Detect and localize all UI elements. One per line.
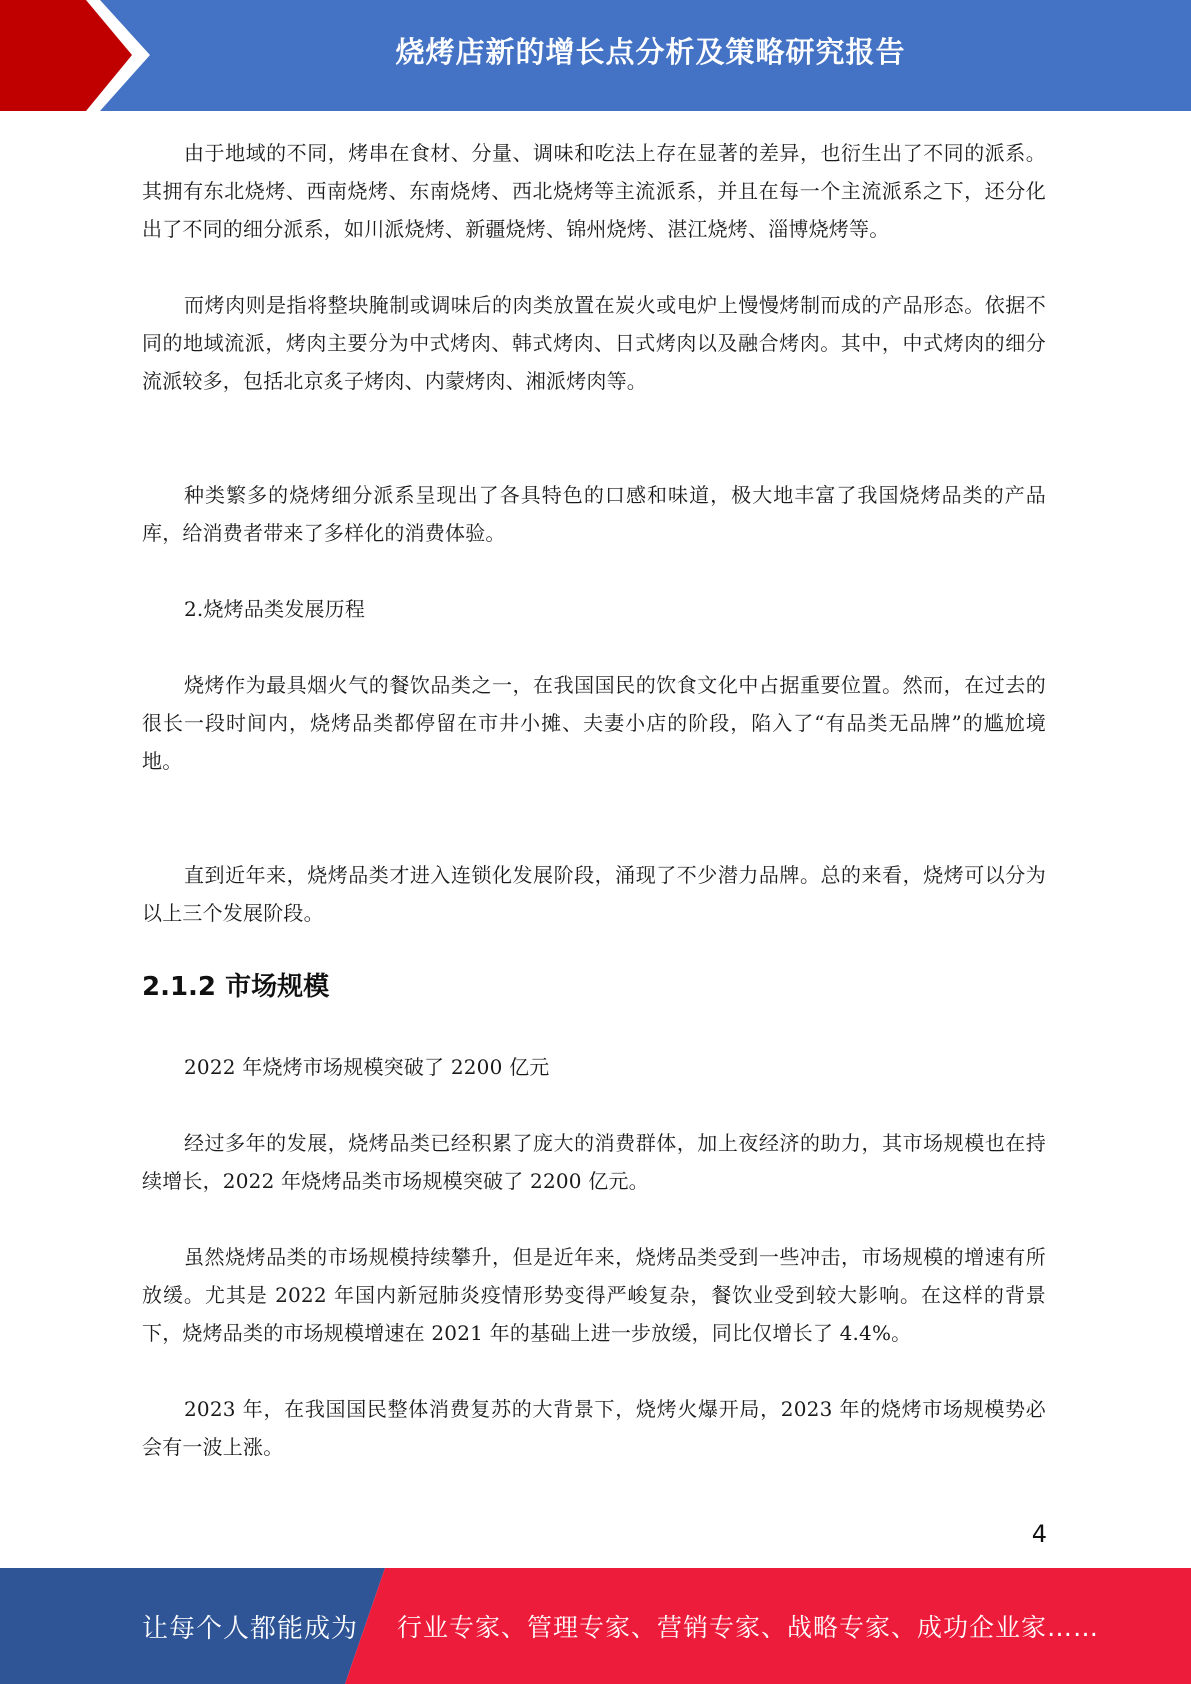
paragraph-grilled-meat: 而烤肉则是指将整块腌制或调味后的肉类放置在炭火或电炉上慢慢烤制而成的产品形态。依据不同的地域流派，烤肉主要分为中式烤肉、韩式烤肉、日式烤肉以及融合烤肉。其中，中式烤肉的细分流派较多，包括北京炙子烤肉、内蒙烤肉、湘派烤肉等。 <box>142 293 1046 393</box>
paragraph-chain-development: 直到近年来，烧烤品类才进入连锁化发展阶段，涌现了不少潜力品牌。总的来看，烧烤可以分为以上三个发展阶段。 <box>142 863 1046 925</box>
footer-slogan-left: 让每个人都能成为 <box>142 1613 359 1644</box>
footer-slogan-right: 行业专家、管理专家、营销专家、战略专家、成功企业家…… <box>397 1613 1100 1642</box>
footer-banner <box>0 1568 1191 1684</box>
paragraph-growth-slowdown: 虽然烧烤品类的市场规模持续攀升，但是近年来，烧烤品类受到一些冲击，市场规模的增速有所放缓。尤其是 2022 年国内新冠肺炎疫情形势变得严峻复杂，餐饮业受到较大影响。在这样的背景下，烧烤品类的市场规模增速在 2021 年的基础上进一步放缓，同比仅增长了 4.4%。 <box>142 1245 1046 1345</box>
paragraph-market-growth: 经过多年的发展，烧烤品类已经积累了庞大的消费群体，加上夜经济的助力，其市场规模也在持续增长，2022 年烧烤品类市场规模突破了 2200 亿元。 <box>142 1131 1046 1193</box>
header-banner <box>0 0 1191 111</box>
report-title: 烧烤店新的增长点分析及策略研究报告 <box>395 34 906 69</box>
paragraph-market-size-summary: 2022 年烧烤市场规模突破了 2200 亿元 <box>184 1055 550 1079</box>
paragraph-variety: 种类繁多的烧烤细分派系呈现出了各具特色的口感和味道，极大地丰富了我国烧烤品类的产品库，给消费者带来了多样化的消费体验。 <box>142 483 1046 545</box>
subheading-development-history: 2.烧烤品类发展历程 <box>184 597 366 621</box>
paragraph-regional-skewers: 由于地域的不同，烤串在食材、分量、调味和吃法上存在显著的差异，也衍生出了不同的派系。其拥有东北烧烤、西南烧烤、东南烧烤、西北烧烤等主流派系，并且在每一个主流派系之下，还分化出了不同的细分派系，如川派烧烤、新疆烧烤、锦州烧烤、湛江烧烤、淄博烧烤等。 <box>142 141 1046 241</box>
page-number: 4 <box>1031 1520 1047 1548</box>
section-heading-market-size: 2.1.2 市场规模 <box>142 972 330 1002</box>
header-arrow-decoration <box>0 0 170 111</box>
paragraph-history: 烧烤作为最具烟火气的餐饮品类之一，在我国国民的饮食文化中占据重要位置。然而，在过去的很长一段时间内，烧烤品类都停留在市井小摊、夫妻小店的阶段，陷入了“有品类无品牌”的尴尬境地。 <box>142 673 1046 773</box>
paragraph-2023-outlook: 2023 年，在我国国民整体消费复苏的大背景下，烧烤火爆开局，2023 年的烧烤市场规模势必会有一波上涨。 <box>142 1397 1046 1459</box>
